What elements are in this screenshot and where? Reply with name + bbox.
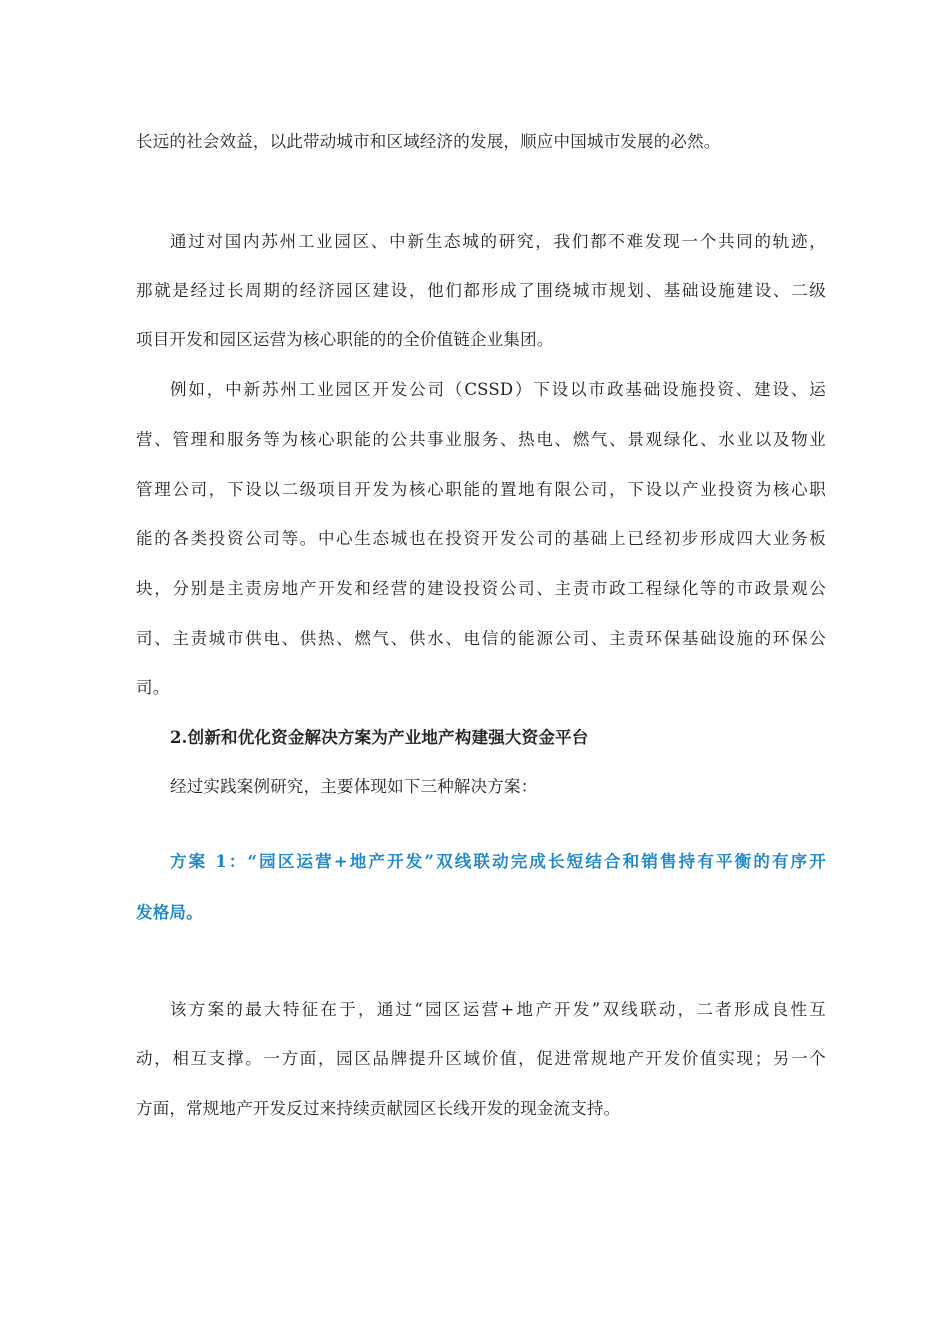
paragraph-3-line-4: 能的各类投资公司等。中心生态城也在投资开发公司的基础上已经初步形成四大业务板	[136, 529, 826, 548]
paragraph-5-line-1: 该方案的最大特征在于，通过“园区运营+地产开发”双线联动，二者形成良性互	[170, 1000, 826, 1019]
paragraph-5-line-2: 动，相互支撑。一方面，园区品牌提升区域价值，促进常规地产开发价值实现；另一个	[136, 1049, 826, 1068]
paragraph-3-line-2: 营、管理和服务等为核心职能的公共事业服务、热电、燃气、景观绿化、水业以及物业	[136, 430, 826, 449]
paragraph-5-line-3: 方面，常规地产开发反过来持续贡献园区长线开发的现金流支持。	[136, 1099, 621, 1118]
paragraph-2-line-3: 项目开发和园区运营为核心职能的的全价值链企业集团。	[136, 330, 554, 349]
paragraph-2-line-1: 通过对国内苏州工业园区、中新生态城的研究，我们都不难发现一个共同的轨迹，	[170, 232, 826, 251]
plan-1-heading-line-2: 发格局。	[136, 903, 203, 922]
paragraph-3-line-1: 例如，中新苏州工业园区开发公司（CSSD）下设以市政基础设施投资、建设、运	[170, 380, 826, 399]
paragraph-3-line-6: 司、主责城市供电、供热、燃气、供水、电信的能源公司、主责环保基础设施的环保公	[136, 629, 826, 648]
plan-1-heading-line-1: 方案 1：“园区运营+地产开发”双线联动完成长短结合和销售持有平衡的有序开	[170, 852, 826, 871]
paragraph-4: 经过实践案例研究，主要体现如下三种解决方案：	[170, 777, 538, 796]
paragraph-2-line-2: 那就是经过长周期的经济园区建设，他们都形成了围绕城市规划、基础设施建设、二级	[136, 281, 826, 300]
section-heading-2: 2.创新和优化资金解决方案为产业地产构建强大资金平台	[170, 728, 589, 747]
paragraph-1-line-1: 长远的社会效益，以此带动城市和区域经济的发展，顺应中国城市发展的必然。	[136, 132, 721, 151]
paragraph-3-line-5: 块，分别是主责房地产开发和经营的建设投资公司、主责市政工程绿化等的市政景观公	[136, 579, 826, 598]
paragraph-3-line-7: 司。	[136, 678, 170, 697]
paragraph-3-line-3: 管理公司，下设以二级项目开发为核心职能的置地有限公司，下设以产业投资为核心职	[136, 480, 826, 499]
